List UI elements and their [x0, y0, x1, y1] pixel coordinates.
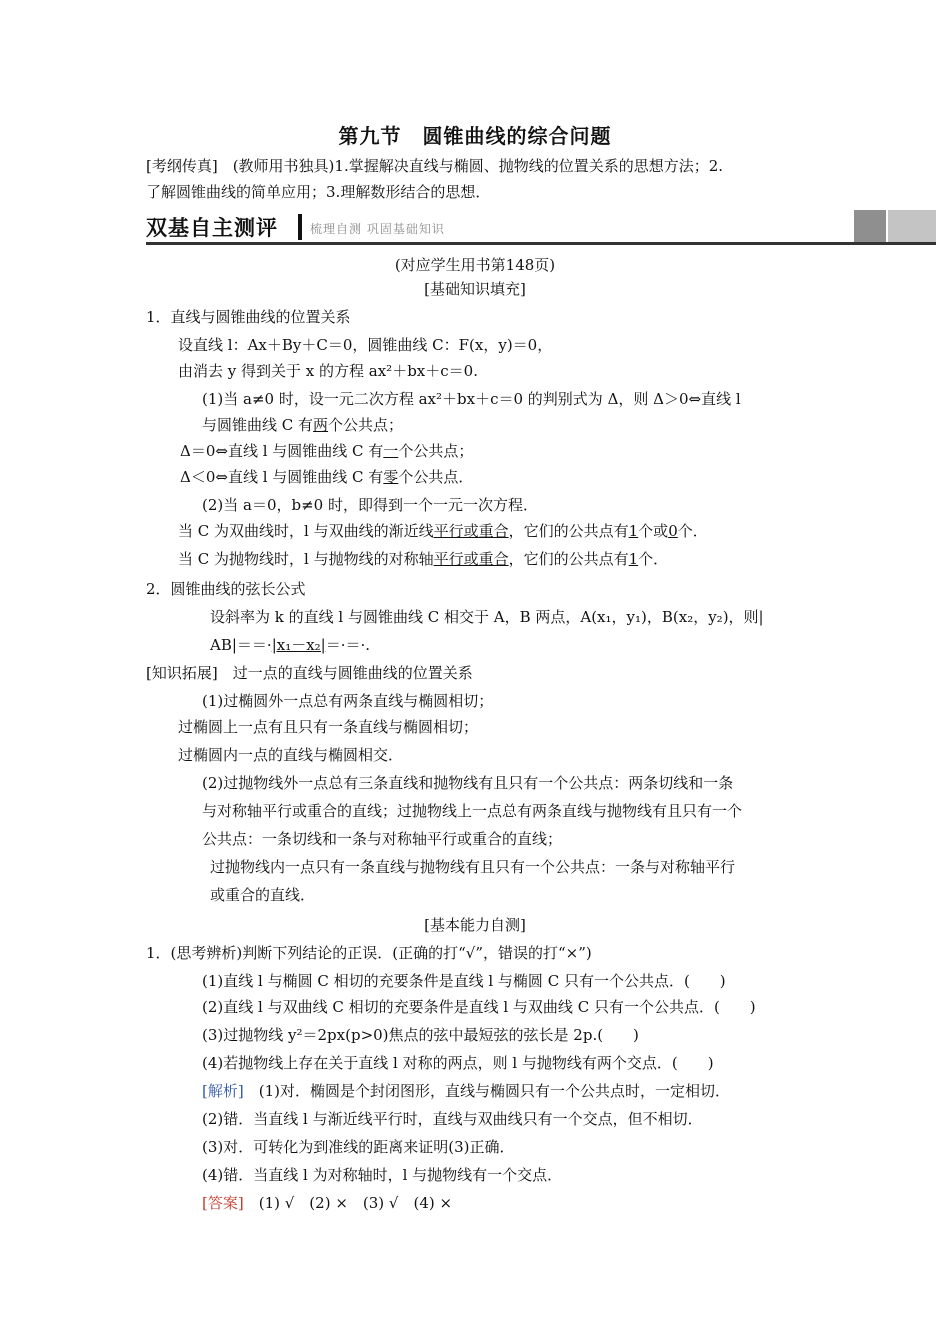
- q1-analysis-1: [202, 1080, 730, 1102]
- blank-answer: |x₁－x₂|: [271, 636, 326, 654]
- blank-answer: 两: [313, 416, 329, 434]
- blank-answer: 1: [628, 522, 639, 540]
- page-title: 第九节 圆锥曲线的综合问题: [338, 124, 612, 148]
- intro-line-2: 了解圆锥曲线的简单应用；3.理解数形结合的思想．: [146, 183, 491, 201]
- q1-analysis-2: (2)错．当直线 l 与渐近线平行时，直线与双曲线只有一个交点，但不相切．: [202, 1110, 703, 1128]
- s1-line-1: 设直线 l：Ax＋By＋C＝0，圆锥曲线 C：F(x，y)＝0，: [178, 336, 553, 354]
- s1-line-8-c: 个或: [638, 522, 669, 540]
- s1-line-6-a: Δ＜0⇔直线 l 与圆锥曲线 C 有: [180, 468, 384, 486]
- blank-answer: 平行或重合: [433, 550, 509, 568]
- s1-line-4: [202, 414, 403, 436]
- q1-item-3: (3)过抛物线 y²＝2px(p>0)焦点的弦中最短弦的弦长是 2p.( ): [202, 1026, 639, 1044]
- analysis-text: (1)对．椭圆是个封闭图形，直线与椭圆只有一个公共点时，一定相切．: [258, 1082, 730, 1100]
- ext-line-6: 公共点：一条切线和一条与对称轴平行或重合的直线；: [202, 830, 563, 848]
- q1-analysis-4: (4)错．当直线 l 为对称轴时，l 与抛物线有一个交点．: [202, 1166, 563, 1184]
- blank-answer: 零: [383, 468, 399, 486]
- s1-heading: 1．直线与圆锥曲线的位置关系: [146, 308, 351, 326]
- page-reference: (对应学生用书第148页): [394, 256, 556, 274]
- s1-line-5-b: 个公共点；: [398, 442, 474, 460]
- s1-line-8-a: 当 C 为双曲线时，l 与双曲线的渐近线: [178, 522, 434, 540]
- banner-block-dark: [854, 210, 886, 242]
- ext-line-3: 过椭圆内一点的直线与椭圆相交．: [178, 746, 404, 764]
- banner-title: 双基自主测评: [146, 216, 278, 240]
- q1-item-4: (4)若抛物线上存在关于直线 l 对称的两点，则 l 与抛物线有两个交点．( ): [202, 1054, 714, 1072]
- answer-tag: [答案]: [202, 1194, 244, 1212]
- s1-line-8-d: 个．: [677, 522, 708, 540]
- q1-analysis-3: (3)对．可转化为到准线的距离来证明(3)正确．: [202, 1138, 515, 1156]
- q1-item-2: (2)直线 l 与双曲线 C 相切的充要条件是直线 l 与双曲线 C 只有一个公共点．( ): [202, 998, 756, 1016]
- s1-line-3: (1)当 a≠0 时，设一元二次方程 ax²＋bx＋c＝0 的判别式为 Δ，则 Δ＞0⇔直线 l: [202, 390, 741, 408]
- s1-line-4-b: 个公共点；: [328, 416, 404, 434]
- blank-answer: 一: [383, 442, 399, 460]
- section-heading-basic-knowledge: [基础知识填充]: [424, 280, 526, 298]
- banner-block-light: [888, 210, 936, 242]
- s2-line-2-b: ＝·＝·.: [325, 636, 371, 654]
- ext-line-7: 过抛物线内一点只有一条直线与抛物线有且只有一个公共点：一条与对称轴平行: [210, 858, 736, 876]
- banner-subtitle: 梳理自测 巩固基础知识: [310, 222, 445, 236]
- ext-line-4: (2)过抛物线外一点总有三条直线和抛物线有且只有一个公共点：两条切线和一条: [202, 774, 734, 792]
- section-heading-self-test: [基本能力自测]: [424, 916, 526, 934]
- banner-divider: [298, 214, 302, 240]
- s1-line-8: [178, 520, 708, 542]
- ext-line-8: 或重合的直线．: [210, 886, 316, 904]
- section-banner: [146, 210, 936, 244]
- banner-rule: [146, 242, 936, 245]
- blank-answer: 平行或重合: [433, 522, 509, 540]
- s1-line-8-b: ，它们的公共点有: [508, 522, 629, 540]
- s2-heading: 2．圆锥曲线的弦长公式: [146, 580, 306, 598]
- s1-line-9-b: ，它们的公共点有: [508, 550, 629, 568]
- answer-text: (1) √ (2) × (3) √ (4) ×: [258, 1194, 453, 1212]
- s1-line-5-a: Δ＝0⇔直线 l 与圆锥曲线 C 有: [180, 442, 384, 460]
- ext-heading: [知识拓展] 过一点的直线与圆锥曲线的位置关系: [146, 664, 473, 682]
- ext-line-5: 与对称轴平行或重合的直线；过抛物线上一点总有两条直线与抛物线有且只有一个: [202, 802, 743, 820]
- s1-line-9-a: 当 C 为抛物线时，l 与抛物线的对称轴: [178, 550, 434, 568]
- blank-answer: 1: [628, 550, 639, 568]
- s1-line-4-a: 与圆锥曲线 C 有: [202, 416, 314, 434]
- s1-line-9-c: 个．: [638, 550, 669, 568]
- blank-answer: 0: [668, 522, 678, 540]
- ext-line-1: (1)过椭圆外一点总有两条直线与椭圆相切；: [202, 692, 494, 710]
- q1-heading: 1．(思考辨析)判断下列结论的正误．(正确的打“√”，错误的打“×”): [146, 944, 592, 962]
- q1-answer: [202, 1192, 452, 1214]
- s1-line-7: (2)当 a＝0，b≠0 时，即得到一个一元一次方程．: [202, 496, 538, 514]
- s1-line-5: [180, 440, 473, 462]
- s1-line-6: [180, 466, 473, 488]
- q1-item-1: (1)直线 l 与椭圆 C 相切的充要条件是直线 l 与椭圆 C 只有一个公共点．( ): [202, 972, 726, 990]
- s1-line-9: [178, 548, 668, 570]
- s2-line-2-a: AB|＝＝·: [210, 636, 272, 654]
- s1-line-2: 由消去 y 得到关于 x 的方程 ax²＋bx＋c＝0.: [178, 362, 478, 380]
- s1-line-6-b: 个公共点．: [398, 468, 474, 486]
- analysis-tag: [解析]: [202, 1082, 244, 1100]
- s2-line-2: [210, 634, 370, 656]
- ext-line-2: 过椭圆上一点有且只有一条直线与椭圆相切；: [178, 718, 479, 736]
- intro-line-1: [考纲传真] (教师用书独具)1.掌握解决直线与椭圆、抛物线的位置关系的思想方法；2.: [146, 157, 724, 175]
- s2-line-1: 设斜率为 k 的直线 l 与圆锥曲线 C 相交于 A，B 两点，A(x₁，y₁)，B(x₂，y₂)，则|: [210, 608, 764, 626]
